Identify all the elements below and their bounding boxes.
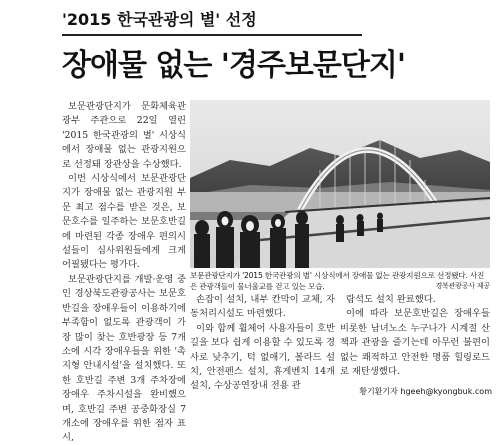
paragraph: 이번 시상식에서 보문관광단지가 장애물 없는 관광지원 부문 최고 점수를 받은 것은, 보문호수를 일주하는 보문호반길에 마련된 각종 장애우 편의시설들이 심사위원들에게 크게 어필됐다는 평가다.: [62, 173, 186, 271]
article-column-left: [62, 100, 186, 444]
paragraph: 보문관광단지를 개발·운영 중인 경상북도관광공사는 보문호반길을 장애우들이 이용하기에 부족함이 없도록 관광객이 가장 많이 찾는 호반광장 등 7개소에 시각 장애우들을 위한 '촉지형 안내시설'을 설치했다. 또한 호반길 주변 3개 주차장에 장애우 주차시설을 완비했으며, 호반길 주변 공중화장실 7개소에 장애우를 위한 점자 표시,: [62, 273, 186, 444]
section-kicker: '2015 한국관광의 별' 선정: [62, 10, 257, 29]
photo-credit: 경북관광공사 제공: [435, 282, 490, 290]
article-column-right: [340, 293, 490, 395]
paragraph: 이와 함께 휠체어 사용자들이 호반길을 보다 쉽게 이용할 수 있도록 경사로 낮추기, 턱 없애기, 볼라드 설치, 안전펜스 설치, 휴게벤치 14개 설치, 수상공연장내 전용 관: [190, 322, 335, 392]
paragraph: 보문관광단지가 문화체육관광부 주관으로 22일 열린 '2015 한국관광의 별' 시상식에서 장애물 없는 관광지원으로 선정돼 장관상을 수상했다.: [62, 101, 186, 170]
paragraph: 람석도 설치 완료했다.: [346, 294, 436, 305]
bridge-photo-icon: [190, 100, 490, 268]
paragraph: 손잡이 설치, 내부 칸막이 교체, 자동처리시설도 마련했다.: [190, 294, 335, 320]
paragraph: 이에 따라 보문호반길은 장애우들 비롯한 남녀노소 누구나가 시계절 산책과 관광을 즐기는데 아무런 불편이 없는 쾌적하고 안전한 명품 힐링로드로 재탄생했다.: [340, 308, 490, 378]
article-headline: 장애물 없는 '경주보문단지': [62, 48, 406, 83]
article-column-middle: [190, 293, 335, 395]
photo-caption: [190, 270, 490, 292]
reporter-byline: 황기환기자 hgeeh@kyongbuk.com: [359, 387, 492, 396]
kicker-divider: [62, 34, 362, 36]
caption-text: 보문관광단지가 '2015 한국관광의 별' 시상식에서 장애물 없는 관광지원으로 선정됐다. 사진은 관광객들이 물너울교를 걷고 있는 모습.: [190, 271, 485, 291]
article-photo: [190, 100, 490, 268]
